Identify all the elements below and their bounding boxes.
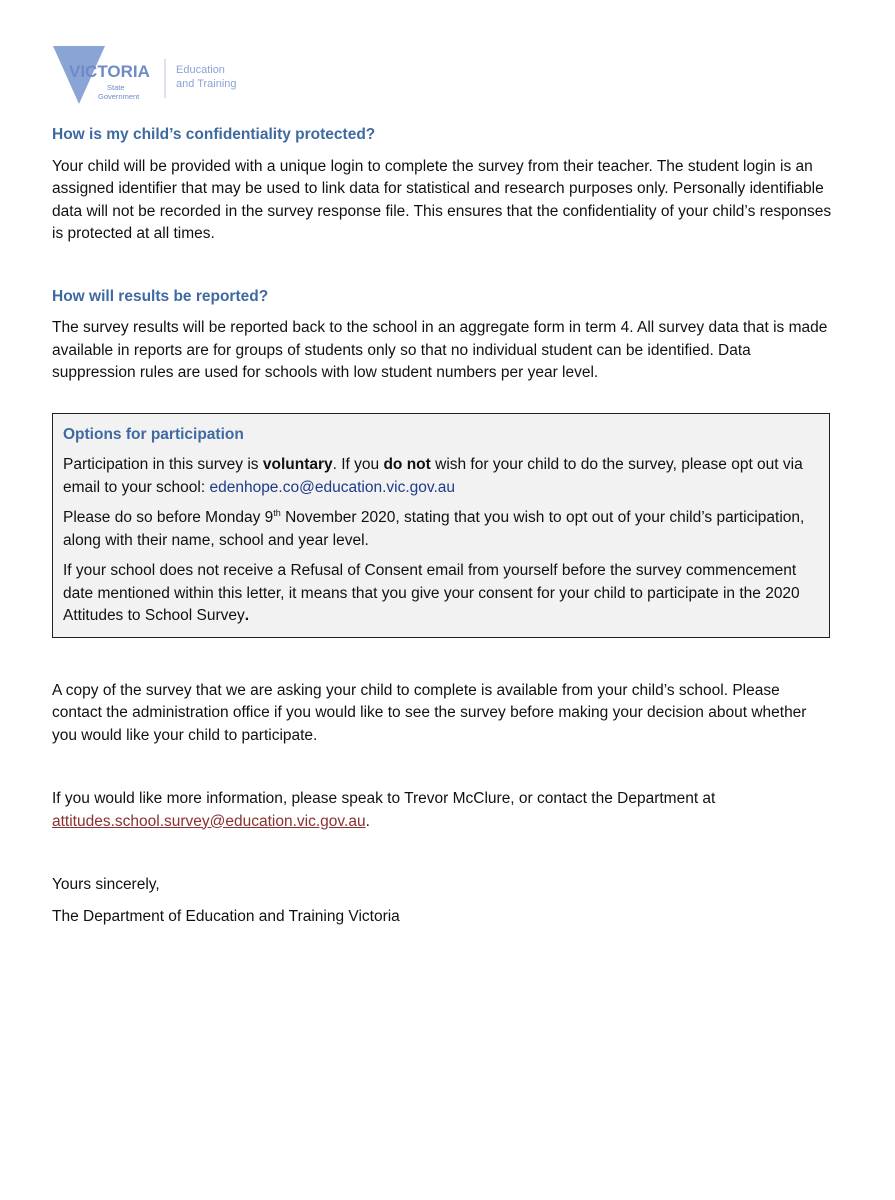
contact-paragraph: If you would like more information, please speak to Trevor McClure, or contact the Department at attitudes.school.survey@education.vic.gov.au.: [52, 790, 716, 830]
options-paragraph-consent: If your school does not receive a Refusal of Consent email from yourself before the survey commencement date mentioned within this letter, it means that you give your consent for your child to participate in the 2020 Attitudes to School Survey.: [63, 562, 800, 624]
letter-content: [52, 124, 832, 937]
logo-wordmark: VICTORIA: [69, 62, 150, 81]
section-confidentiality: [52, 124, 832, 246]
logo-dept-training: and Training: [176, 78, 237, 90]
do-not-emphasis: do not: [383, 456, 431, 473]
heading-confidentiality: How is my child’s confidentiality protected?: [52, 126, 376, 143]
voluntary-emphasis: voluntary: [262, 456, 333, 473]
department-email-link[interactable]: attitudes.school.survey@education.vic.gov.au: [52, 812, 366, 830]
heading-options: Options for participation: [63, 425, 244, 443]
body-confidentiality: Your child will be provided with a unique login to complete the survey from their teacher. The student login is an assigned identifier that may be used to link data for statistical and research purposes only. Personally identifiable data will not be recorded in the survey response file. This ensures that the confidentiality of your child’s responses is protected at all times.: [52, 157, 832, 242]
signoff: [52, 874, 832, 928]
heading-results: How will results be reported?: [52, 287, 269, 305]
logo-sub-government: Government: [98, 92, 140, 101]
logo-sub-state: State: [107, 83, 125, 92]
options-for-participation-box: [52, 413, 830, 638]
copy-of-survey-paragraph: A copy of the survey that we are asking your child to complete is available from your child’s school. Please contact the administration office if you would like to see the survey before making your decision about whether you would like your child to participate.: [52, 681, 807, 744]
options-paragraph-voluntary: Participation in this survey is voluntary. If you do not wish for your child to do the survey, please opt out via email to your school: edenhope.co@education.vic.gov.au: [63, 456, 803, 496]
section-results: [52, 286, 832, 385]
body-results: The survey results will be reported back to the school in an aggregate form in term 4. All survey data that is made available in reports are for groups of students only so that no individual student can be identified. Data suppression rules are used for schools with low student numbers per year level.: [52, 319, 828, 381]
signature: The Department of Education and Training Victoria: [52, 907, 400, 925]
closing: Yours sincerely,: [52, 876, 160, 893]
school-email-link[interactable]: edenhope.co@education.vic.gov.au: [209, 478, 456, 496]
options-paragraph-deadline: Please do so before Monday 9th November 2020, stating that you wish to opt out of your child’s participation, along with their name, school and year level.: [63, 507, 805, 549]
victoria-education-logo: [53, 44, 253, 108]
logo-dept-education: Education: [176, 64, 225, 76]
